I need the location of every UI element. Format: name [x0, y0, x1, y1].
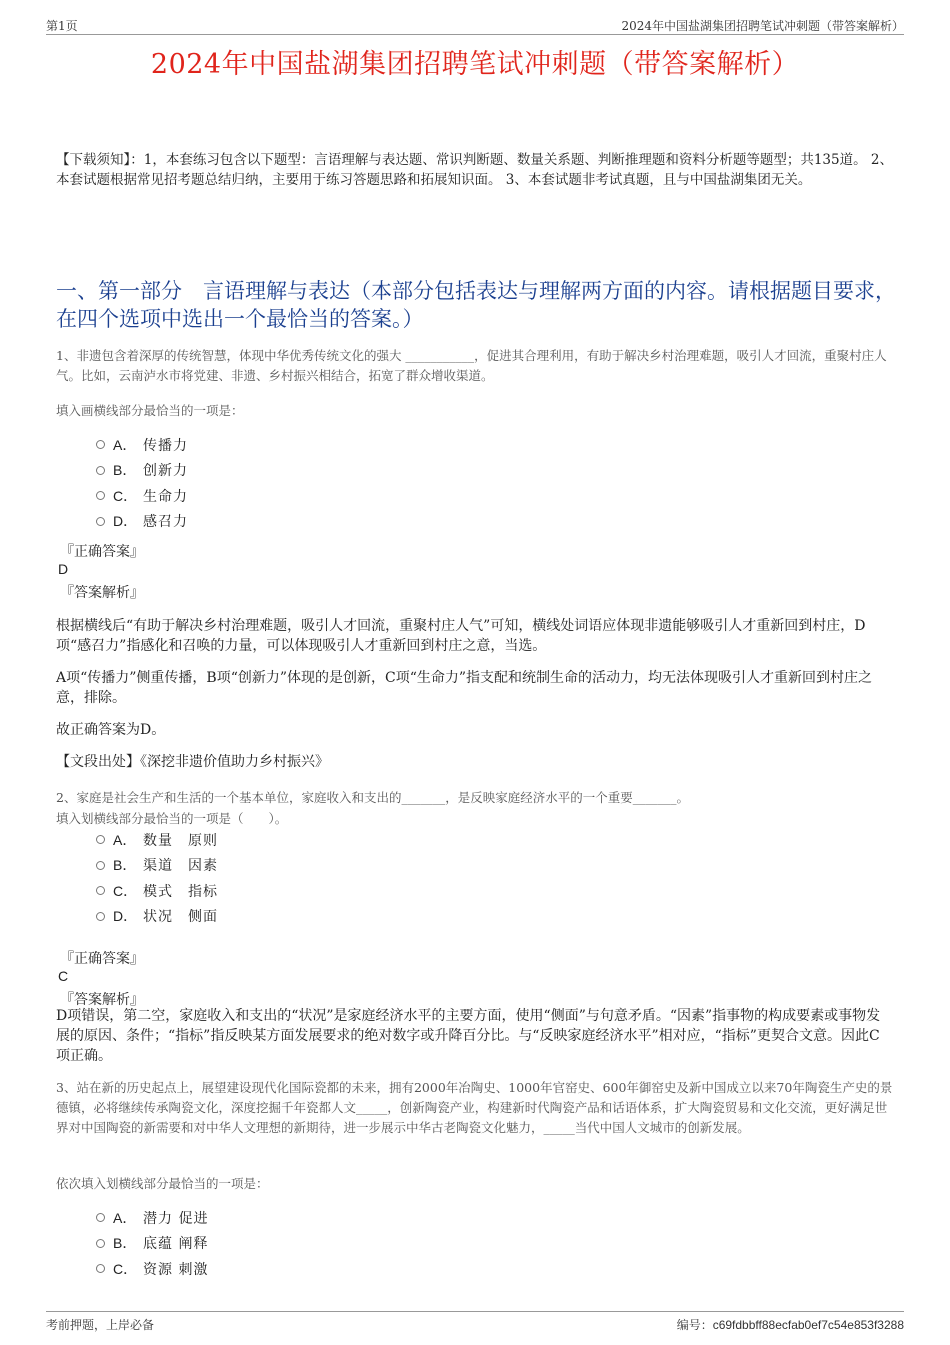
q1-analysis-label: 『答案解析』 — [60, 585, 144, 601]
q1-option-c[interactable]: C． 生命力 — [96, 483, 188, 509]
radio-icon[interactable] — [96, 886, 105, 895]
radio-icon[interactable] — [96, 466, 105, 475]
q2-option-c[interactable]: C． 模式 指标 — [96, 878, 218, 904]
question-1-stem: 1、非遗包含着深厚的传统智慧，体现中华优秀传统文化的强大 ___________，促进其合理利用，有助于解决乡村治理难题，吸引人才回流，重聚村庄人气。比如，云南泸水市将党建、非遗、乡村振兴相结合，拓宽了群众增收渠道。 — [56, 348, 887, 383]
q2-option-a[interactable]: A． 数量 原则 — [96, 827, 218, 853]
question-3-stem: 3、站在新的历史起点上，展望建设现代化国际瓷都的未来，拥有2000年冶陶史、1000年官窑史、600年御窑史及新中国成立以来70年陶瓷生产史的景德镇，必将继续传承陶瓷文化，深度挖掘千年瓷都人文_____，创新陶瓷产业，构建新时代陶瓷产品和话语体系，扩大陶瓷贸易和文化交流，更好满足世界对中国陶瓷的新需要和对中华人文理想的新期待，进一步展示中华古老陶瓷文化魅力，_____当代中国人文城市的创新发展。 — [56, 1080, 893, 1135]
q1-analysis-para-1: 根据横线后“有助于解决乡村治理难题，吸引人才回流，重聚村庄人气”可知，横线处词语应体现非遗能够吸引人才重新回到村庄，D项“感召力”指感化和召唤的力量，可以体现吸引人才重新回到村庄之意，当选。 — [56, 618, 866, 654]
q2-option-d[interactable]: D． 状况 侧面 — [96, 904, 218, 930]
radio-icon[interactable] — [96, 517, 105, 526]
radio-icon[interactable] — [96, 440, 105, 449]
q3-option-b[interactable]: B． 底蕴 阐释 — [96, 1231, 208, 1257]
page-header — [46, 14, 904, 35]
download-notice: 【下载须知】：1，本套练习包含以下题型：言语理解与表达题、常识判断题、数量关系题、判断推理题和资料分析题等题型；共135道。 2、本套试题根据常见招考题总结归纳，主要用于练习答题思路和拓展知识面。 3、本套试题非考试真题，且与中国盐湖集团无关。 — [56, 152, 893, 188]
footer-slogan: 考前押题，上岸必备 — [46, 1318, 155, 1332]
radio-icon[interactable] — [96, 835, 105, 844]
footer-code-value: c69fdbbff88ecfab0ef7c54e853f3288 — [712, 1318, 904, 1332]
q3-option-a[interactable]: A． 潜力 促进 — [96, 1205, 208, 1231]
radio-icon[interactable] — [96, 1213, 105, 1222]
radio-icon[interactable] — [96, 1239, 105, 1248]
question-1-prompt: 填入画横线部分最恰当的一项是： — [56, 403, 244, 418]
q1-option-d[interactable]: D． 感召力 — [96, 509, 188, 535]
radio-icon[interactable] — [96, 491, 105, 500]
question-2-options — [96, 827, 218, 929]
q1-option-b[interactable]: B． 创新力 — [96, 458, 188, 484]
question-3-prompt: 依次填入划横线部分最恰当的一项是： — [56, 1176, 269, 1191]
q2-answer: C — [58, 968, 69, 984]
question-3-options — [96, 1205, 208, 1282]
radio-icon[interactable] — [96, 1264, 105, 1273]
radio-icon[interactable] — [96, 861, 105, 870]
q2-analysis-label: 『答案解析』 — [60, 992, 144, 1008]
page-number: 第1页 — [46, 19, 78, 33]
q2-correct-label: 『正确答案』 — [60, 951, 144, 967]
question-1-options — [96, 432, 188, 534]
document-title: 2024年中国盐湖集团招聘笔试冲刺题（带答案解析） — [150, 49, 800, 80]
section-heading: 一、第一部分 言语理解与表达（本部分包括表达与理解两方面的内容。请根据题目要求，在四个选项中选出一个最恰当的答案。） — [56, 279, 896, 331]
q1-correct-label: 『正确答案』 — [60, 544, 144, 560]
q1-answer: D — [58, 561, 69, 577]
page-footer — [46, 1311, 904, 1342]
q2-option-b[interactable]: B． 渠道 因素 — [96, 853, 218, 879]
footer-code — [677, 1316, 904, 1333]
q1-analysis-para-2: A项“传播力”侧重传播，B项“创新力”体现的是创新，C项“生命力”指支配和统制生命的活动力，均无法体现吸引人才重新回到村庄之意，排除。 — [56, 670, 873, 706]
q1-analysis-para-3: 故正确答案为D。 — [56, 722, 166, 738]
q3-option-c[interactable]: C． 资源 刺激 — [96, 1256, 208, 1282]
q1-option-a[interactable]: A． 传播力 — [96, 432, 188, 458]
footer-code-label: 编号： — [676, 1318, 713, 1332]
q2-analysis: D项错误，第二空，家庭收入和支出的“状况”是家庭经济水平的主要方面，使用“侧面”与句意矛盾。“因素”指事物的构成要素或事物发展的原因、条件；“指标”指反映某方面发展要求的绝对数字或升降百分比。与“反映家庭经济水平”相对应，“指标”更契合文意。因此C项正确。 — [56, 1008, 881, 1064]
question-2-prompt: 填入划横线部分最恰当的一项是（ ）。 — [56, 811, 288, 826]
q1-source: 【文段出处】《深挖非遗价值助力乡村振兴》 — [56, 754, 329, 770]
question-2-stem: 2、家庭是社会生产和生活的一个基本单位，家庭收入和支出的_______，是反映家庭经济水平的一个重要_______。 — [56, 790, 689, 805]
header-doc-title: 2024年中国盐湖集团招聘笔试冲刺题（带答案解析） — [621, 19, 904, 33]
radio-icon[interactable] — [96, 912, 105, 921]
